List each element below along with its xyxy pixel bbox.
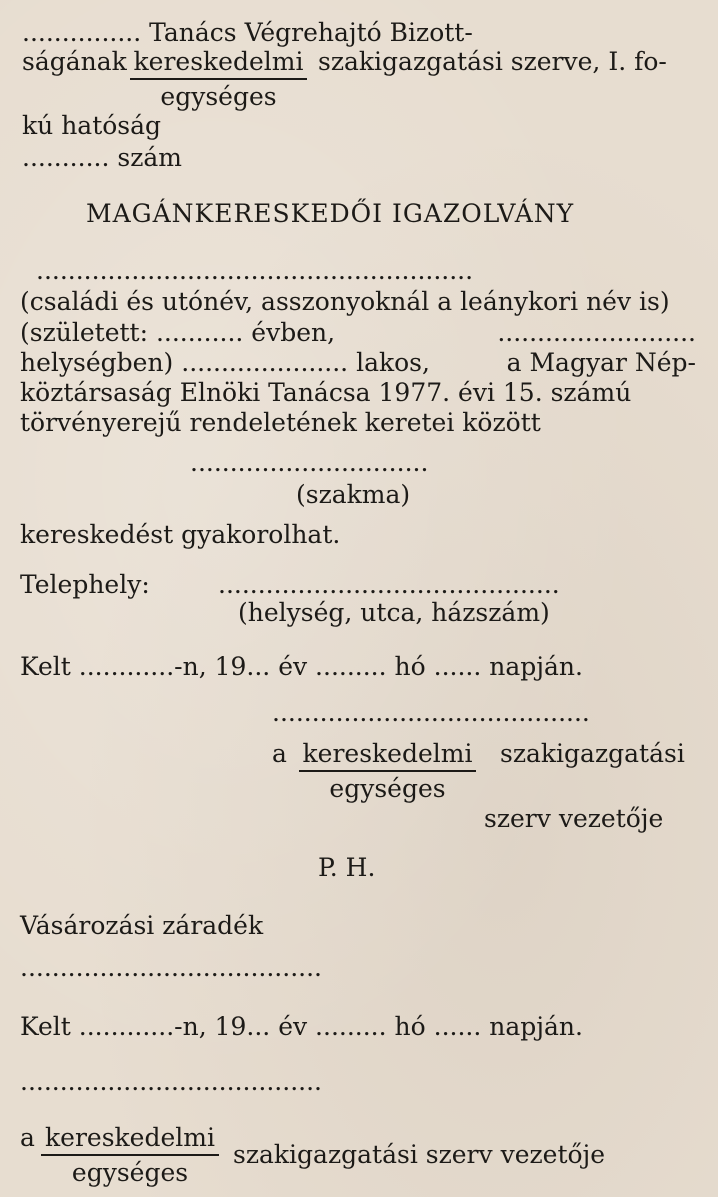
trade-dots: .............................. — [190, 448, 429, 477]
header-line-3: kú hatóság — [22, 111, 162, 140]
issue-date-line: Kelt ............-n, 19... év ......... hó ...... napján. — [20, 652, 583, 681]
market-signature-prefix: a — [20, 1123, 35, 1152]
market-date-line: Kelt ............-n, 19... év ......... hó ...... napján. — [20, 1012, 583, 1041]
market-clause-title: Vásározási záradék — [20, 911, 264, 940]
signature-right: szakigazgatási — [500, 739, 685, 768]
site-hint: (helység, utca, házszám) — [238, 598, 550, 627]
signature-fraction-denominator: egységes — [329, 774, 446, 803]
header-line-1: ............... Tanács Végrehajtó Bizott- — [22, 18, 473, 47]
signature-prefix: a — [272, 739, 287, 768]
market-signature-right: szakigazgatási szerv vezetője — [233, 1140, 606, 1169]
header-line-4: ........... szám — [22, 143, 182, 172]
market-dots: ...................................... — [20, 953, 322, 982]
law-line-1: köztársaság Elnöki Tanácsa 1977. évi 15. számú — [20, 378, 632, 407]
document-title: MAGÁNKERESKEDŐI IGAZOLVÁNY — [86, 199, 575, 228]
trade-line: kereskedést gyakorolhat. — [20, 520, 341, 549]
site-label: Telephely: — [20, 570, 150, 599]
site-dots: ........................................... — [218, 570, 560, 599]
market-signature-fraction — [40, 1125, 220, 1185]
signature-dots: ........................................ — [272, 698, 590, 727]
location-line-right: a Magyar Nép- — [506, 348, 696, 377]
market-signature-dots: ...................................... — [20, 1067, 322, 1096]
header-fraction-denominator: egységes — [160, 82, 277, 111]
location-line — [20, 350, 696, 375]
trade-hint: (szakma) — [296, 480, 411, 509]
name-hint: (családi és utónév, asszonyoknál a leánykori név is) — [20, 287, 670, 316]
header-fraction-numerator: kereskedelmi — [130, 49, 308, 80]
born-line-left: (született: ........... évben, — [20, 318, 336, 347]
signature-fraction-numerator: kereskedelmi — [299, 741, 477, 772]
header-line-2-right: szakigazgatási szerve, I. fo- — [318, 47, 667, 76]
name-dots: ....................................................... — [36, 256, 474, 285]
header-fraction — [126, 49, 311, 109]
market-signature-fraction-numerator: kereskedelmi — [41, 1125, 219, 1156]
born-line — [20, 320, 696, 345]
born-line-right: ......................... — [497, 318, 696, 347]
market-signature-fraction-denominator: egységes — [71, 1158, 189, 1187]
signature-fraction — [295, 741, 480, 801]
signature-line-2: szerv vezetője — [484, 804, 664, 833]
stamp-place: P. H. — [318, 853, 376, 882]
location-line-left: helységben) ..................... lakos, — [20, 348, 430, 377]
law-line-2: törvényerejű rendeletének keretei között — [20, 408, 541, 437]
header-line-2-left: ságának — [22, 47, 127, 76]
